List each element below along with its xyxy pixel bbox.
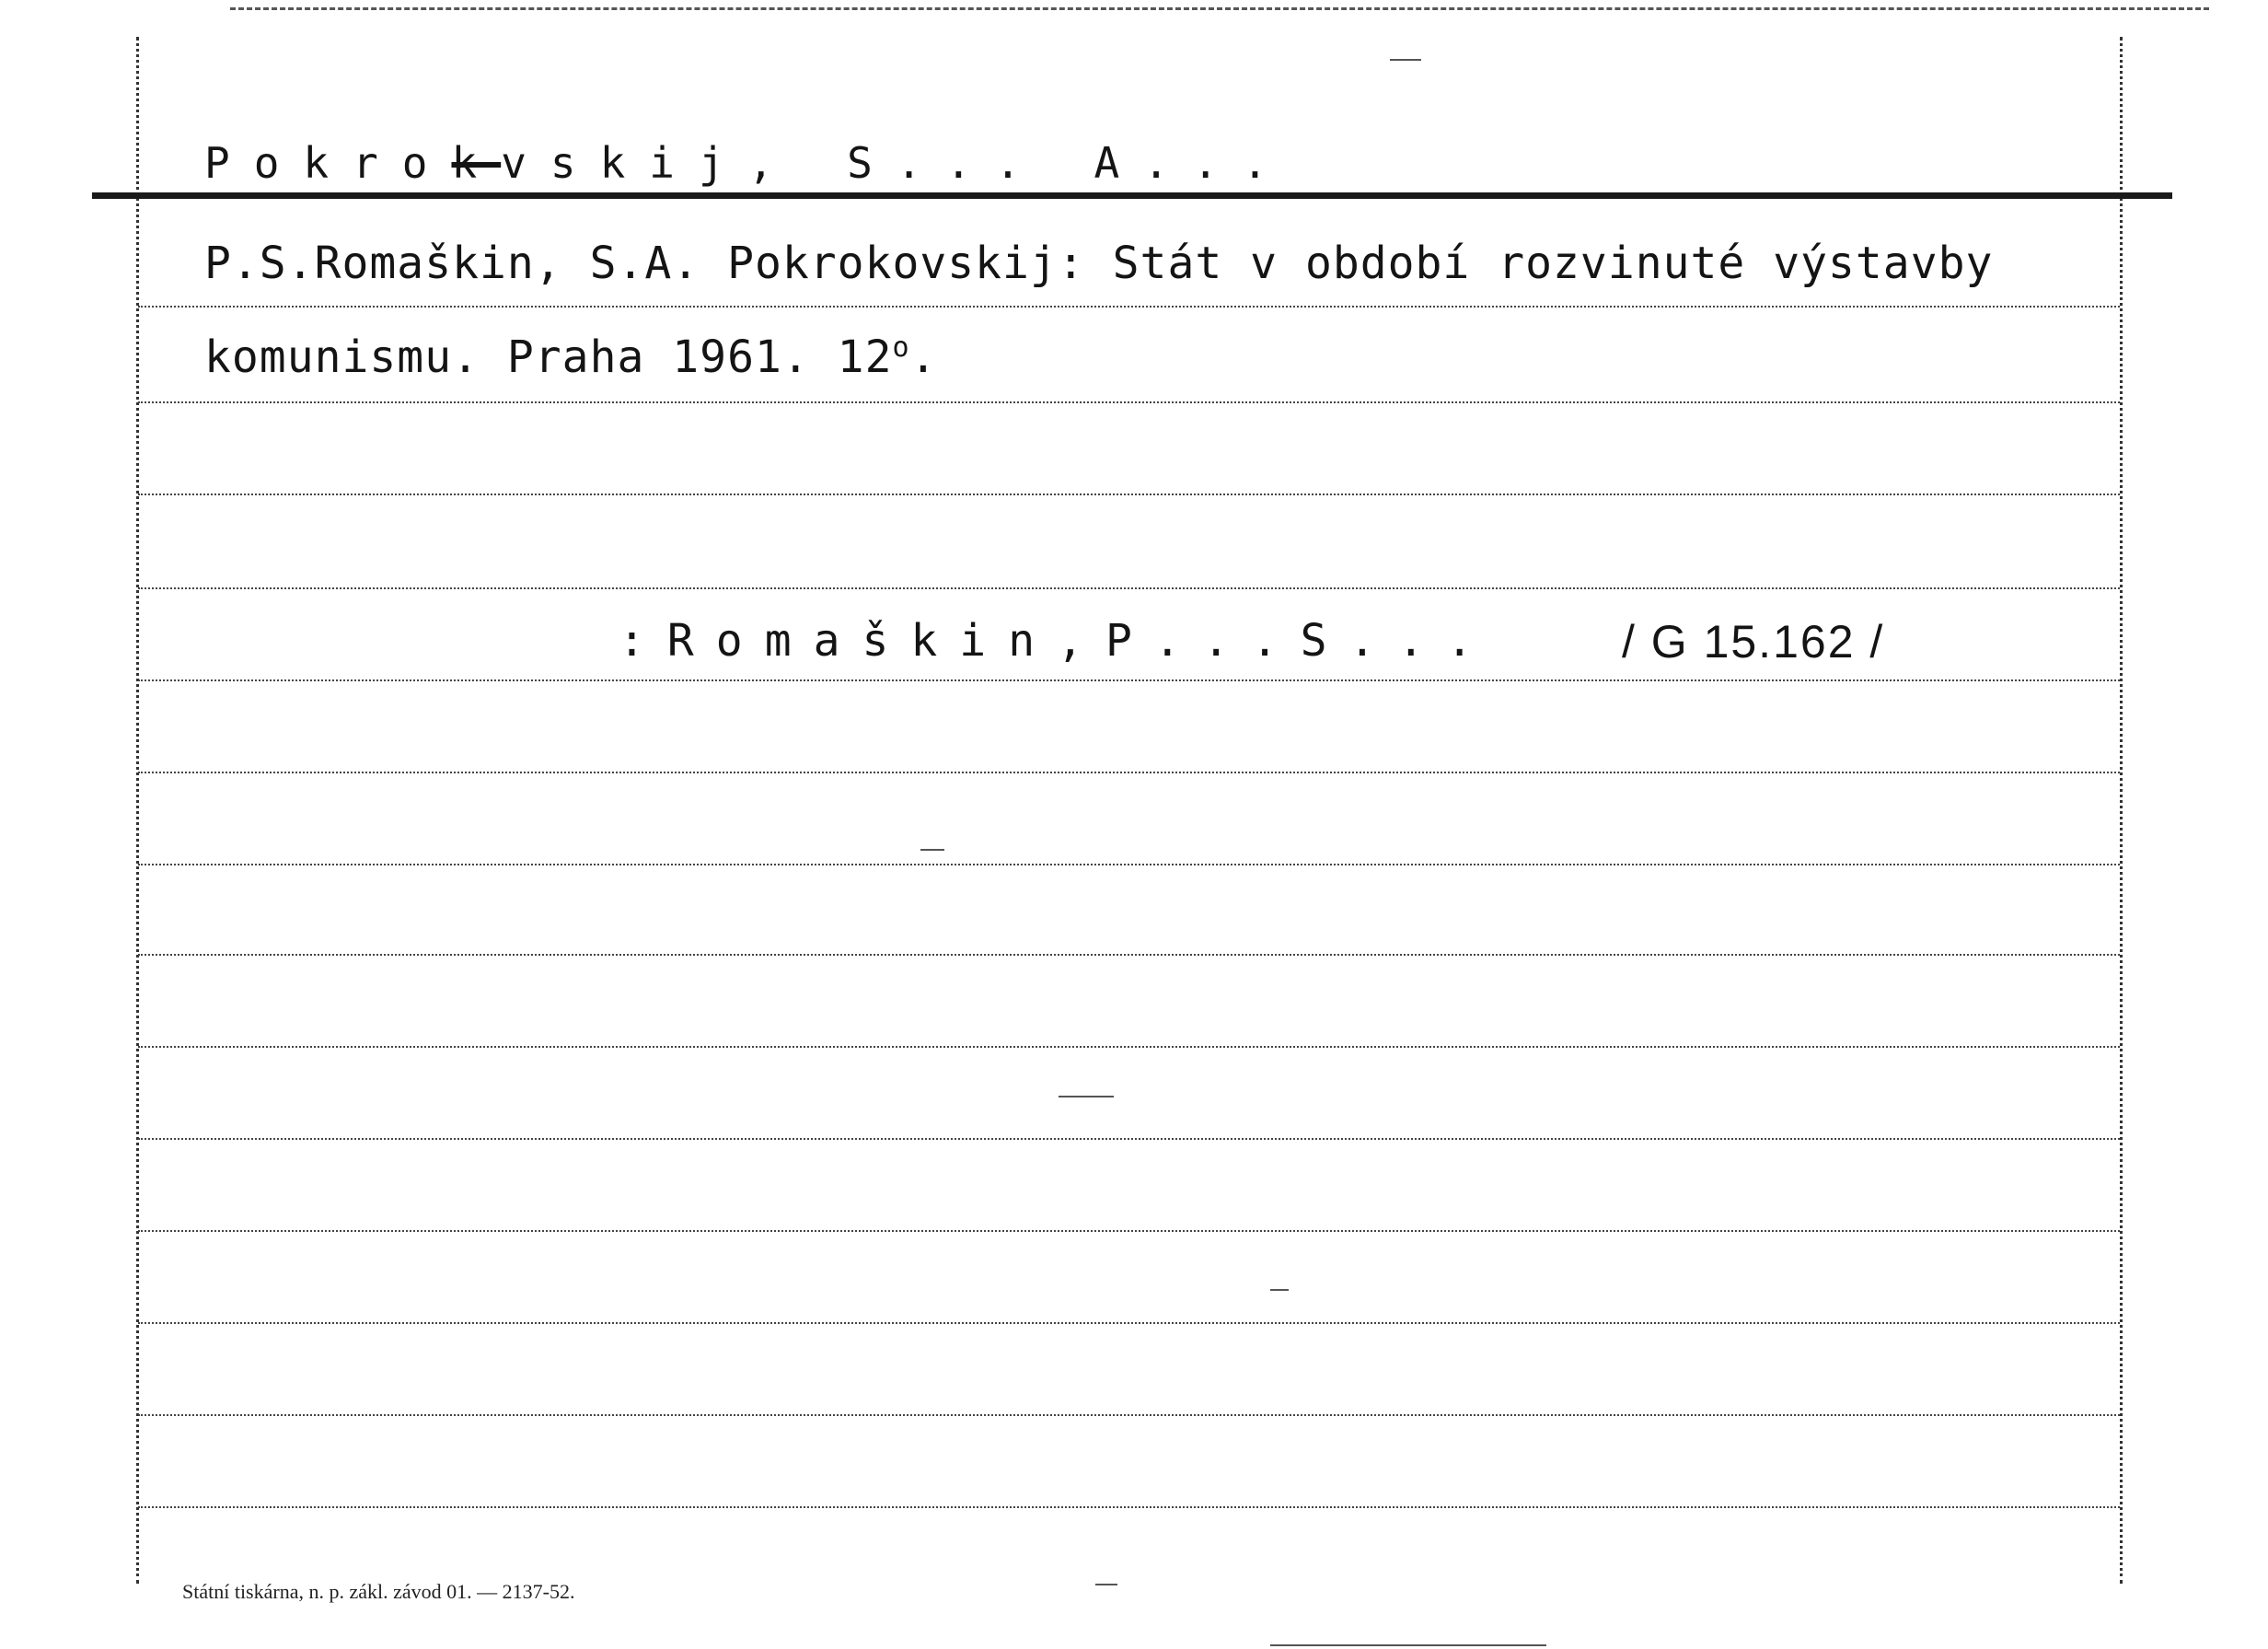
cross-reference: :Romaškin,P...S... — [619, 615, 1496, 667]
description-line-2-tail: . — [909, 331, 938, 383]
call-number: / G 15.162 / — [1622, 616, 1885, 668]
stray-mark — [1270, 1644, 1546, 1646]
ruled-line — [138, 1322, 2120, 1324]
author-name-struck: k — [451, 138, 502, 188]
stray-mark — [1059, 1096, 1114, 1097]
printer-imprint: Státní tiskárna, n. p. zákl. závod 01. — 2137-52. — [182, 1580, 575, 1603]
stray-mark — [1270, 1289, 1289, 1291]
ruled-line — [138, 864, 2120, 865]
stray-mark — [920, 849, 944, 851]
description-line-2 — [204, 331, 937, 383]
ruled-line — [138, 954, 2120, 956]
ruled-line — [138, 1414, 2120, 1416]
ruled-line — [138, 679, 2120, 681]
author-heading — [204, 138, 1291, 188]
author-name-part1: Pokro — [204, 138, 452, 188]
ruled-line — [138, 494, 2120, 495]
ruled-line — [138, 401, 2120, 403]
description-line-1: P.S.Romaškin, S.A. Pokrokovskij: Stát v období rozvinuté výstavby — [204, 238, 1994, 289]
stray-mark — [1390, 59, 1421, 61]
ruled-line — [138, 306, 2120, 308]
format-superscript: o — [892, 331, 910, 364]
ruled-line — [138, 587, 2120, 589]
ruled-line — [138, 1046, 2120, 1048]
card-right-border — [2120, 37, 2123, 1584]
ruled-line — [138, 1138, 2120, 1140]
card-left-border — [136, 37, 139, 1584]
author-name-part2: vskij, — [501, 138, 798, 188]
author-initials: S... A... — [847, 138, 1292, 188]
stray-mark — [1095, 1584, 1117, 1585]
description-line-2-text: komunismu. Praha 1961. 12 — [204, 331, 893, 383]
ruled-line — [138, 1506, 2120, 1508]
ruled-line — [138, 1230, 2120, 1232]
ruled-line — [138, 772, 2120, 773]
heading-rule — [92, 192, 2172, 199]
card-top-edge — [230, 7, 2209, 10]
